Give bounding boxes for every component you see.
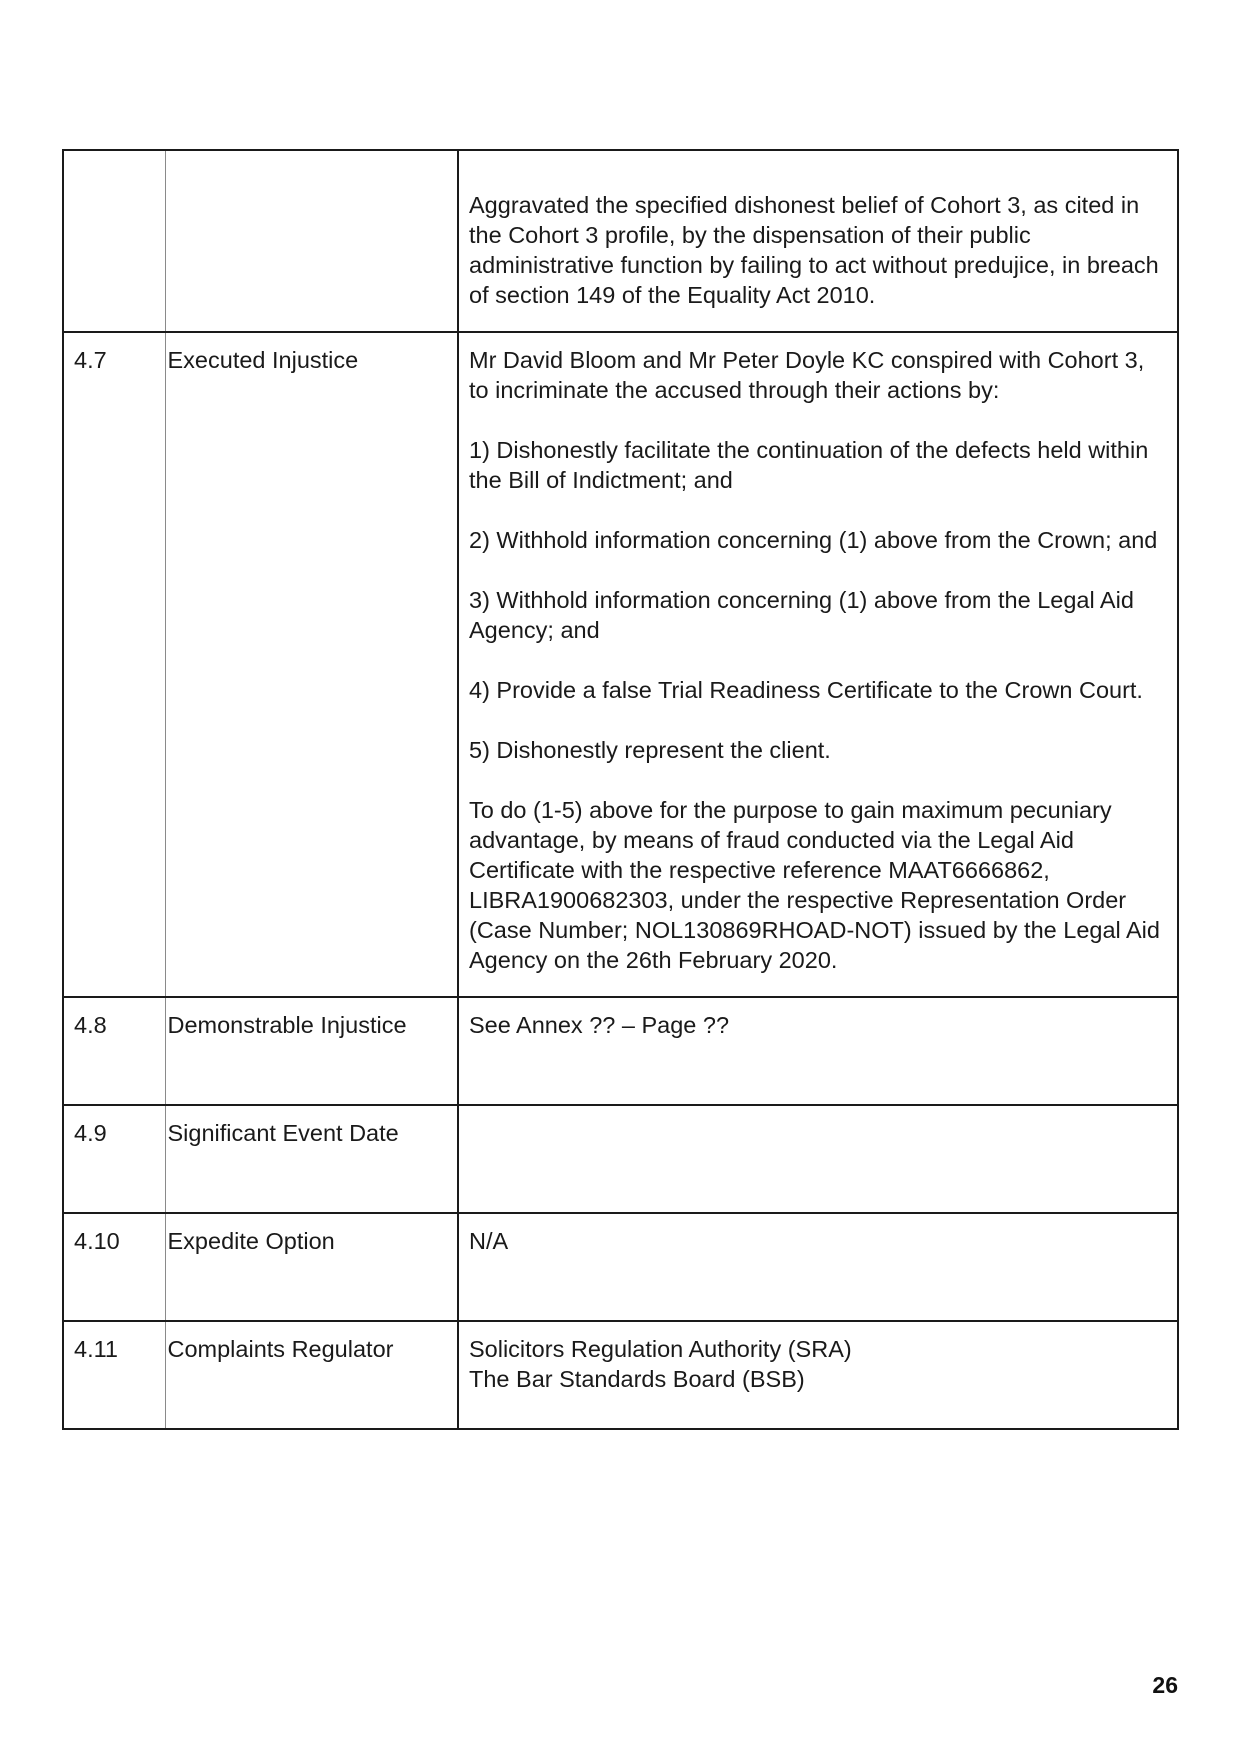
item-description — [458, 997, 1178, 1105]
complaint-details-table — [62, 149, 1179, 1430]
description-paragraph: 5) Dishonestly represent the client. — [469, 737, 831, 763]
regulator-line: Solicitors Regulation Authority (SRA) — [469, 1336, 852, 1362]
item-number: 4.11 — [63, 1321, 165, 1429]
regulator-line: The Bar Standards Board (BSB) — [469, 1366, 805, 1392]
description-paragraph: 4) Provide a false Trial Readiness Certificate to the Crown Court. — [469, 677, 1143, 703]
description-paragraph: Mr David Bloom and Mr Peter Doyle KC conspired with Cohort 3, to incriminate the accused through their actions by: — [469, 347, 1145, 403]
item-number — [63, 150, 165, 332]
table-row — [63, 1105, 1178, 1213]
item-label: Expedite Option — [165, 1213, 458, 1321]
table-row — [63, 150, 1178, 332]
item-label — [165, 150, 458, 332]
item-number: 4.8 — [63, 997, 165, 1105]
description-paragraph: 1) Dishonestly facilitate the continuation of the defects held within the Bill of Indictment; and — [469, 437, 1149, 493]
item-label: Significant Event Date — [165, 1105, 458, 1213]
table-row — [63, 332, 1178, 997]
item-description — [458, 332, 1178, 997]
table-row — [63, 997, 1178, 1105]
item-description — [458, 150, 1178, 332]
item-number: 4.7 — [63, 332, 165, 997]
table-row — [63, 1213, 1178, 1321]
item-label: Complaints Regulator — [165, 1321, 458, 1429]
description-paragraph: 2) Withhold information concerning (1) above from the Crown; and — [469, 527, 1158, 553]
item-description — [458, 1213, 1178, 1321]
page-number: 26 — [1152, 1672, 1178, 1698]
item-description — [458, 1321, 1178, 1429]
item-number: 4.10 — [63, 1213, 165, 1321]
item-description — [458, 1105, 1178, 1213]
table-row — [63, 1321, 1178, 1429]
description-paragraph: To do (1-5) above for the purpose to gain maximum pecuniary advantage, by means of fraud conducted via the Legal Aid Certificate with the respective reference MAAT6666862, LIBRA1900682303, under the respective Representation Order (Case Number; NOL130869RHOAD-NOT) issued by the Legal Aid Agency on the 26th February 2020. — [469, 797, 1160, 973]
description-paragraph: N/A — [469, 1228, 509, 1254]
item-label: Demonstrable Injustice — [165, 997, 458, 1105]
description-paragraph: Aggravated the specified dishonest belief of Cohort 3, as cited in the Cohort 3 profile, by the dispensation of their public administrative function by failing to act without predujice, in breach of section 149 of the Equality Act 2010. — [469, 192, 1159, 308]
description-paragraph: 3) Withhold information concerning (1) above from the Legal Aid Agency; and — [469, 587, 1134, 643]
item-label: Executed Injustice — [165, 332, 458, 997]
item-number: 4.9 — [63, 1105, 165, 1213]
description-paragraph: See Annex ?? – Page ?? — [469, 1012, 730, 1038]
